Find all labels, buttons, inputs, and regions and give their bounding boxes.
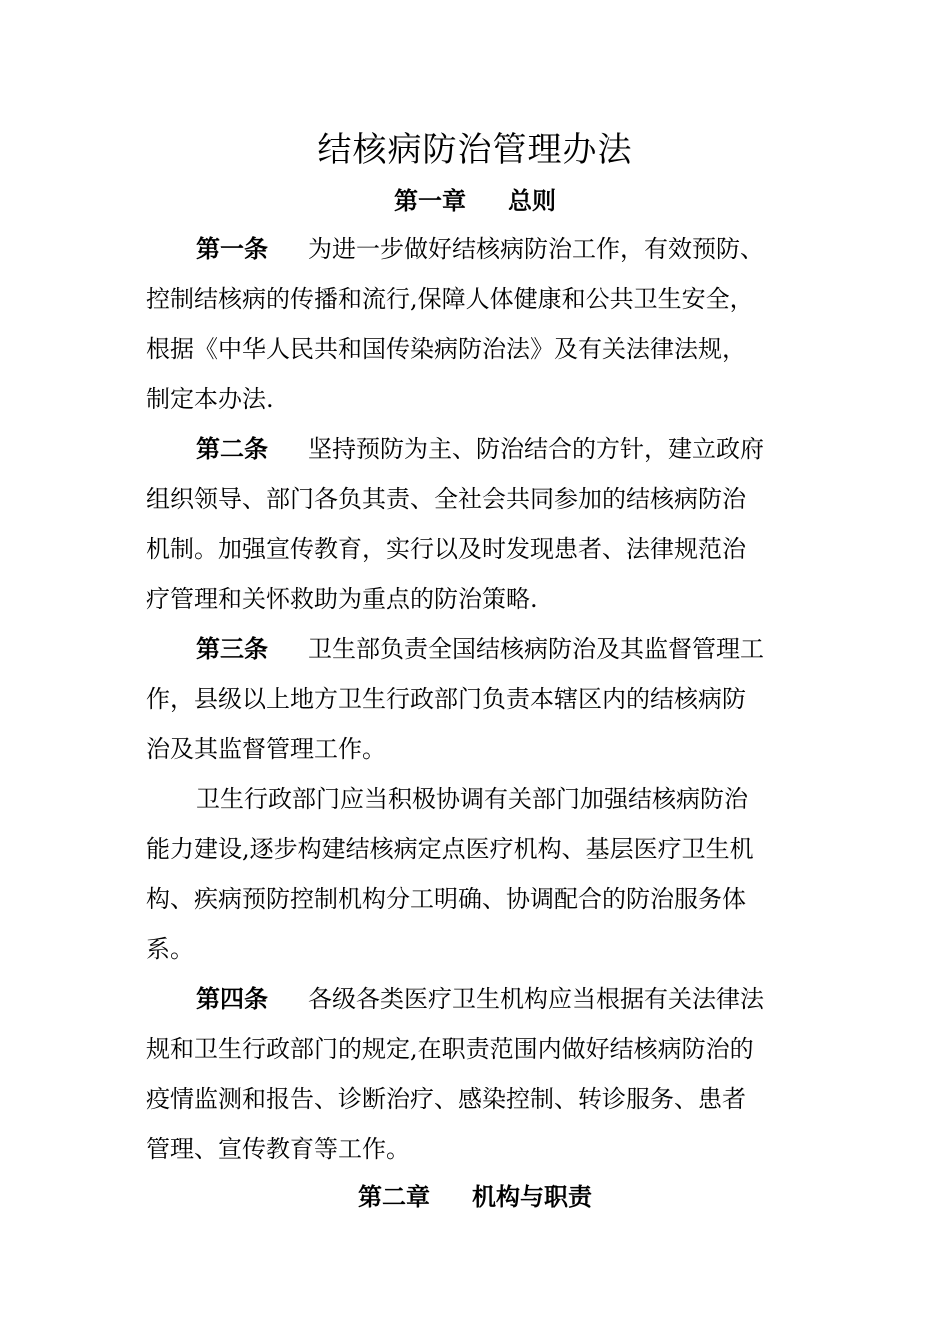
article-3-para-2-line-2: 能力建设,逐步构建结核病定点医疗机构、基层医疗卫生机 bbox=[146, 835, 754, 863]
article-label: 第三条 bbox=[196, 635, 268, 663]
article-1-line-4: 制定本办法. bbox=[146, 385, 274, 413]
article-text: 卫生部负责全国结核病防治及其监督管理工 bbox=[308, 635, 764, 663]
article-label: 第四条 bbox=[196, 985, 268, 1013]
article-1-line-1 bbox=[196, 232, 806, 266]
article-4-line-2: 规和卫生行政部门的规定,在职责范围内做好结核病防治的 bbox=[146, 1035, 754, 1063]
article-4-line-4: 管理、宣传教育等工作。 bbox=[146, 1135, 410, 1163]
article-text: 各级各类医疗卫生机构应当根据有关法律法 bbox=[308, 985, 764, 1013]
chapter-heading-1 bbox=[0, 184, 950, 218]
chapter-number: 第一章 bbox=[394, 187, 466, 215]
article-2-line-4: 疗管理和关怀救助为重点的防治策略. bbox=[146, 585, 538, 613]
article-label: 第二条 bbox=[196, 435, 268, 463]
article-4-line-3: 疫情监测和报告、诊断治疗、感染控制、转诊服务、患者 bbox=[146, 1085, 746, 1113]
article-3-para-2-line-4: 系。 bbox=[146, 935, 194, 963]
article-2-line-3: 机制。加强宣传教育，实行以及时发现患者、法律规范治 bbox=[146, 535, 746, 563]
article-1-line-2: 控制结核病的传播和流行,保障人体健康和公共卫生安全， bbox=[146, 285, 754, 313]
chapter-heading-2 bbox=[0, 1180, 950, 1214]
article-text: 坚持预防为主、防治结合的方针，建立政府 bbox=[308, 435, 764, 463]
article-3-line-2: 作，县级以上地方卫生行政部门负责本辖区内的结核病防 bbox=[146, 685, 746, 713]
document-title: 结核病防治管理办法 bbox=[317, 130, 633, 170]
chapter-name: 总则 bbox=[508, 187, 556, 215]
article-2-line-2: 组织领导、部门各负其责、全社会共同参加的结核病防治 bbox=[146, 485, 746, 513]
article-1-line-3: 根据《中华人民共和国传染病防治法》及有关法律法规， bbox=[146, 335, 746, 363]
chapter-number: 第二章 bbox=[358, 1183, 430, 1211]
article-3-para-2-line-1: 卫生行政部门应当积极协调有关部门加强结核病防治 bbox=[196, 785, 748, 813]
article-2-line-1 bbox=[196, 432, 806, 466]
article-3-line-1 bbox=[196, 632, 806, 666]
article-text: 为进一步做好结核病防治工作，有效预防、 bbox=[308, 235, 764, 263]
article-3-line-3: 治及其监督管理工作。 bbox=[146, 735, 386, 763]
article-4-line-1 bbox=[196, 982, 806, 1016]
chapter-name: 机构与职责 bbox=[472, 1183, 592, 1211]
article-label: 第一条 bbox=[196, 235, 268, 263]
article-3-para-2-line-3: 构、疾病预防控制机构分工明确、协调配合的防治服务体 bbox=[146, 885, 746, 913]
